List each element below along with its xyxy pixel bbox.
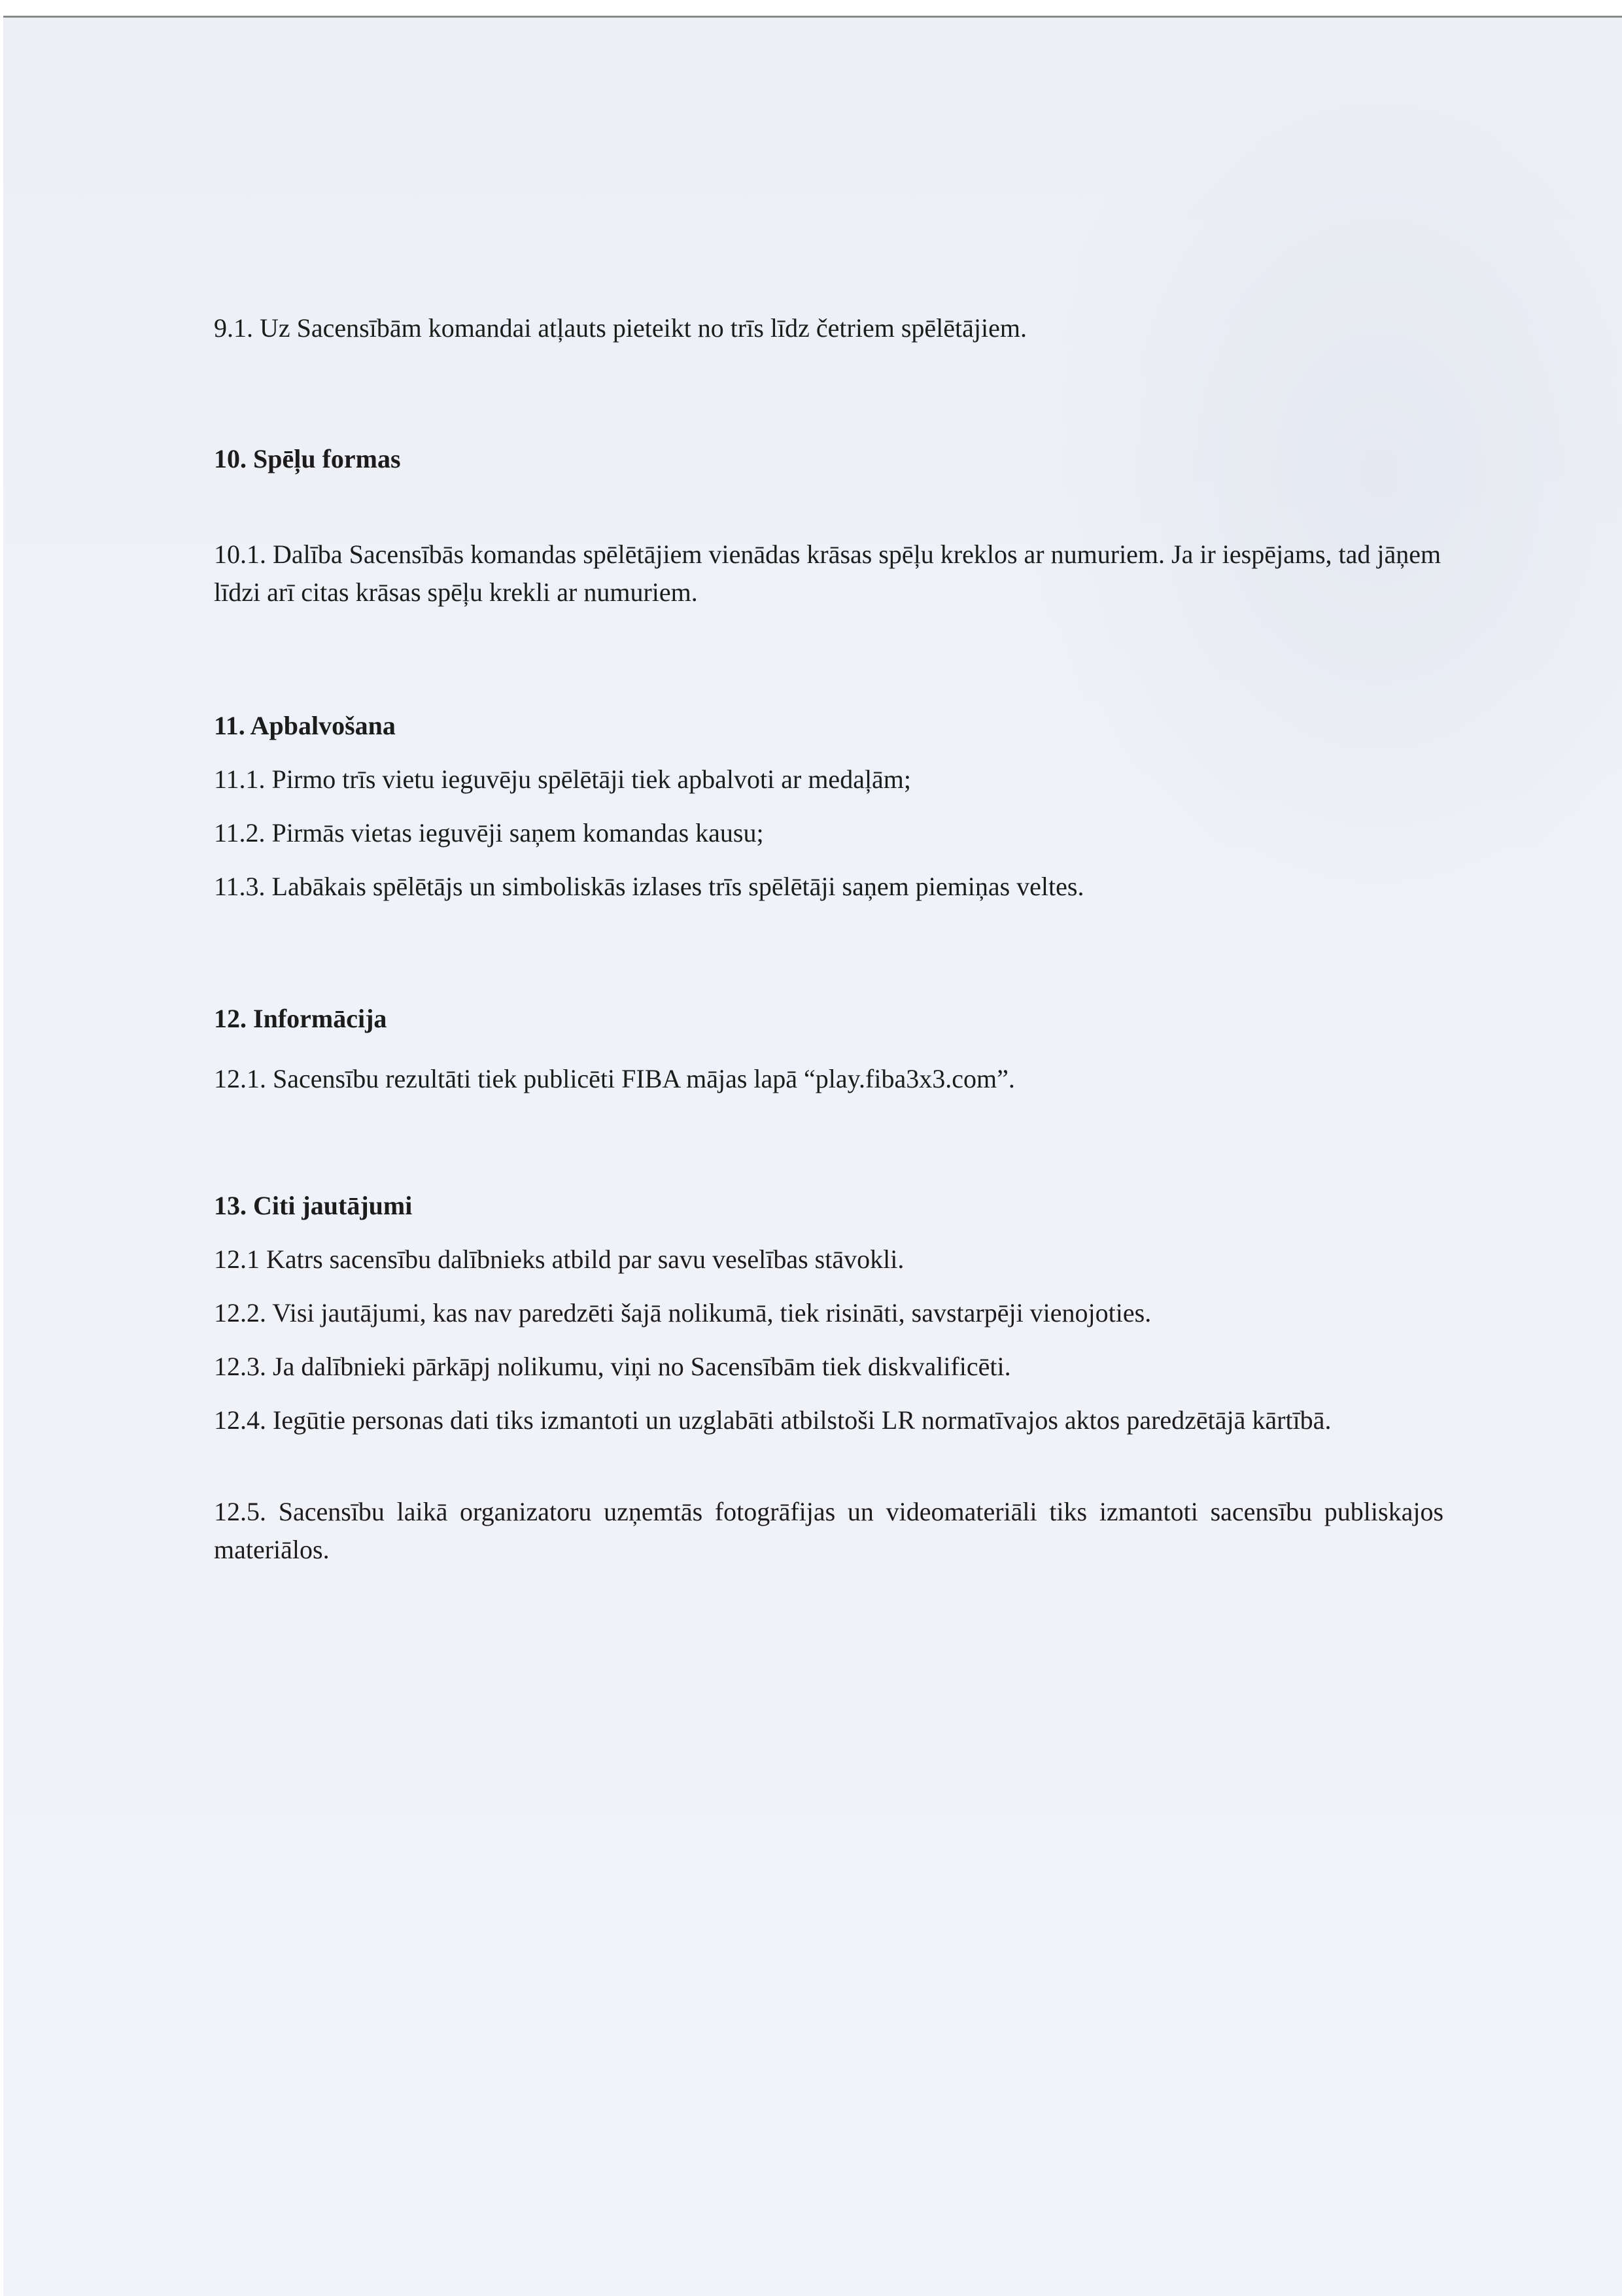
item-text: Pirmās vietas ieguvēji saņem komandas kausu; — [271, 818, 764, 848]
item-number: 12.1 — [214, 1244, 260, 1274]
item-11-1 — [214, 761, 911, 798]
item-number: 12.1. — [214, 1064, 266, 1093]
item-11-3 — [214, 868, 1084, 906]
item-number: 10.1. — [214, 540, 266, 569]
section-heading-11: 11. Apbalvošana — [214, 711, 396, 740]
item-13-5 — [214, 1493, 1443, 1569]
item-10-1 — [214, 536, 1443, 611]
section-heading-12: 12. Informācija — [214, 1004, 387, 1033]
item-number: 11.3. — [214, 872, 266, 901]
item-13-2 — [214, 1294, 1151, 1332]
item-text: Sacensību laikā organizatoru uzņemtās fotogrāfijas un videomateriāli tiks izmantoti sacensību publiskajos materiālos. — [214, 1497, 1444, 1564]
item-text: Dalība Sacensībās komandas spēlētājiem vienādas krāsas spēļu kreklos ar numuriem. Ja ir iespējams, tad jāņem līdzi arī citas krāsas spēļu krekli ar numuriem. — [214, 540, 1441, 607]
item-text: Labākais spēlētājs un simboliskās izlases trīs spēlētāji saņem piemiņas veltes. — [271, 872, 1084, 901]
item-13-1 — [214, 1241, 904, 1278]
section-heading-13: 13. Citi jautājumi — [214, 1191, 413, 1220]
item-13-4 — [214, 1401, 1443, 1439]
item-11-2 — [214, 814, 764, 852]
scanned-page — [3, 16, 1622, 2296]
section-heading-10: 10. Spēļu formas — [214, 444, 401, 473]
item-number: 11.2. — [214, 818, 266, 848]
item-number: 9.1. — [214, 313, 253, 343]
item-number: 12.3. — [214, 1352, 266, 1381]
item-text: Ja dalībnieki pārkāpj nolikumu, viņi no Sacensībām tiek diskvalificēti. — [273, 1352, 1011, 1381]
item-text: Uz Sacensībām komandai atļauts pieteikt no trīs līdz četriem spēlētājiem. — [260, 313, 1027, 343]
item-text: Sacensību rezultāti tiek publicēti FIBA mājas lapā “play.fiba3x3.com”. — [273, 1064, 1015, 1093]
item-13-3 — [214, 1348, 1011, 1386]
item-number: 12.5. — [214, 1497, 266, 1526]
item-12-1 — [214, 1060, 1015, 1098]
item-text: Pirmo trīs vietu ieguvēju spēlētāji tiek apbalvoti ar medaļām; — [271, 764, 912, 794]
item-text: Iegūtie personas dati tiks izmantoti un uzglabāti atbilstoši LR normatīvajos aktos paredzētājā kārtībā. — [273, 1405, 1332, 1435]
item-text: Visi jautājumi, kas nav paredzēti šajā nolikumā, tiek risināti, savstarpēji vienojoties. — [272, 1298, 1152, 1328]
item-number: 12.2. — [214, 1298, 266, 1328]
item-9-1 — [214, 309, 1027, 347]
scan-margin — [0, 0, 1622, 16]
item-text: Katrs sacensību dalībnieks atbild par savu veselības stāvokli. — [266, 1244, 905, 1274]
item-number: 12.4. — [214, 1405, 266, 1435]
item-number: 11.1. — [214, 764, 266, 794]
